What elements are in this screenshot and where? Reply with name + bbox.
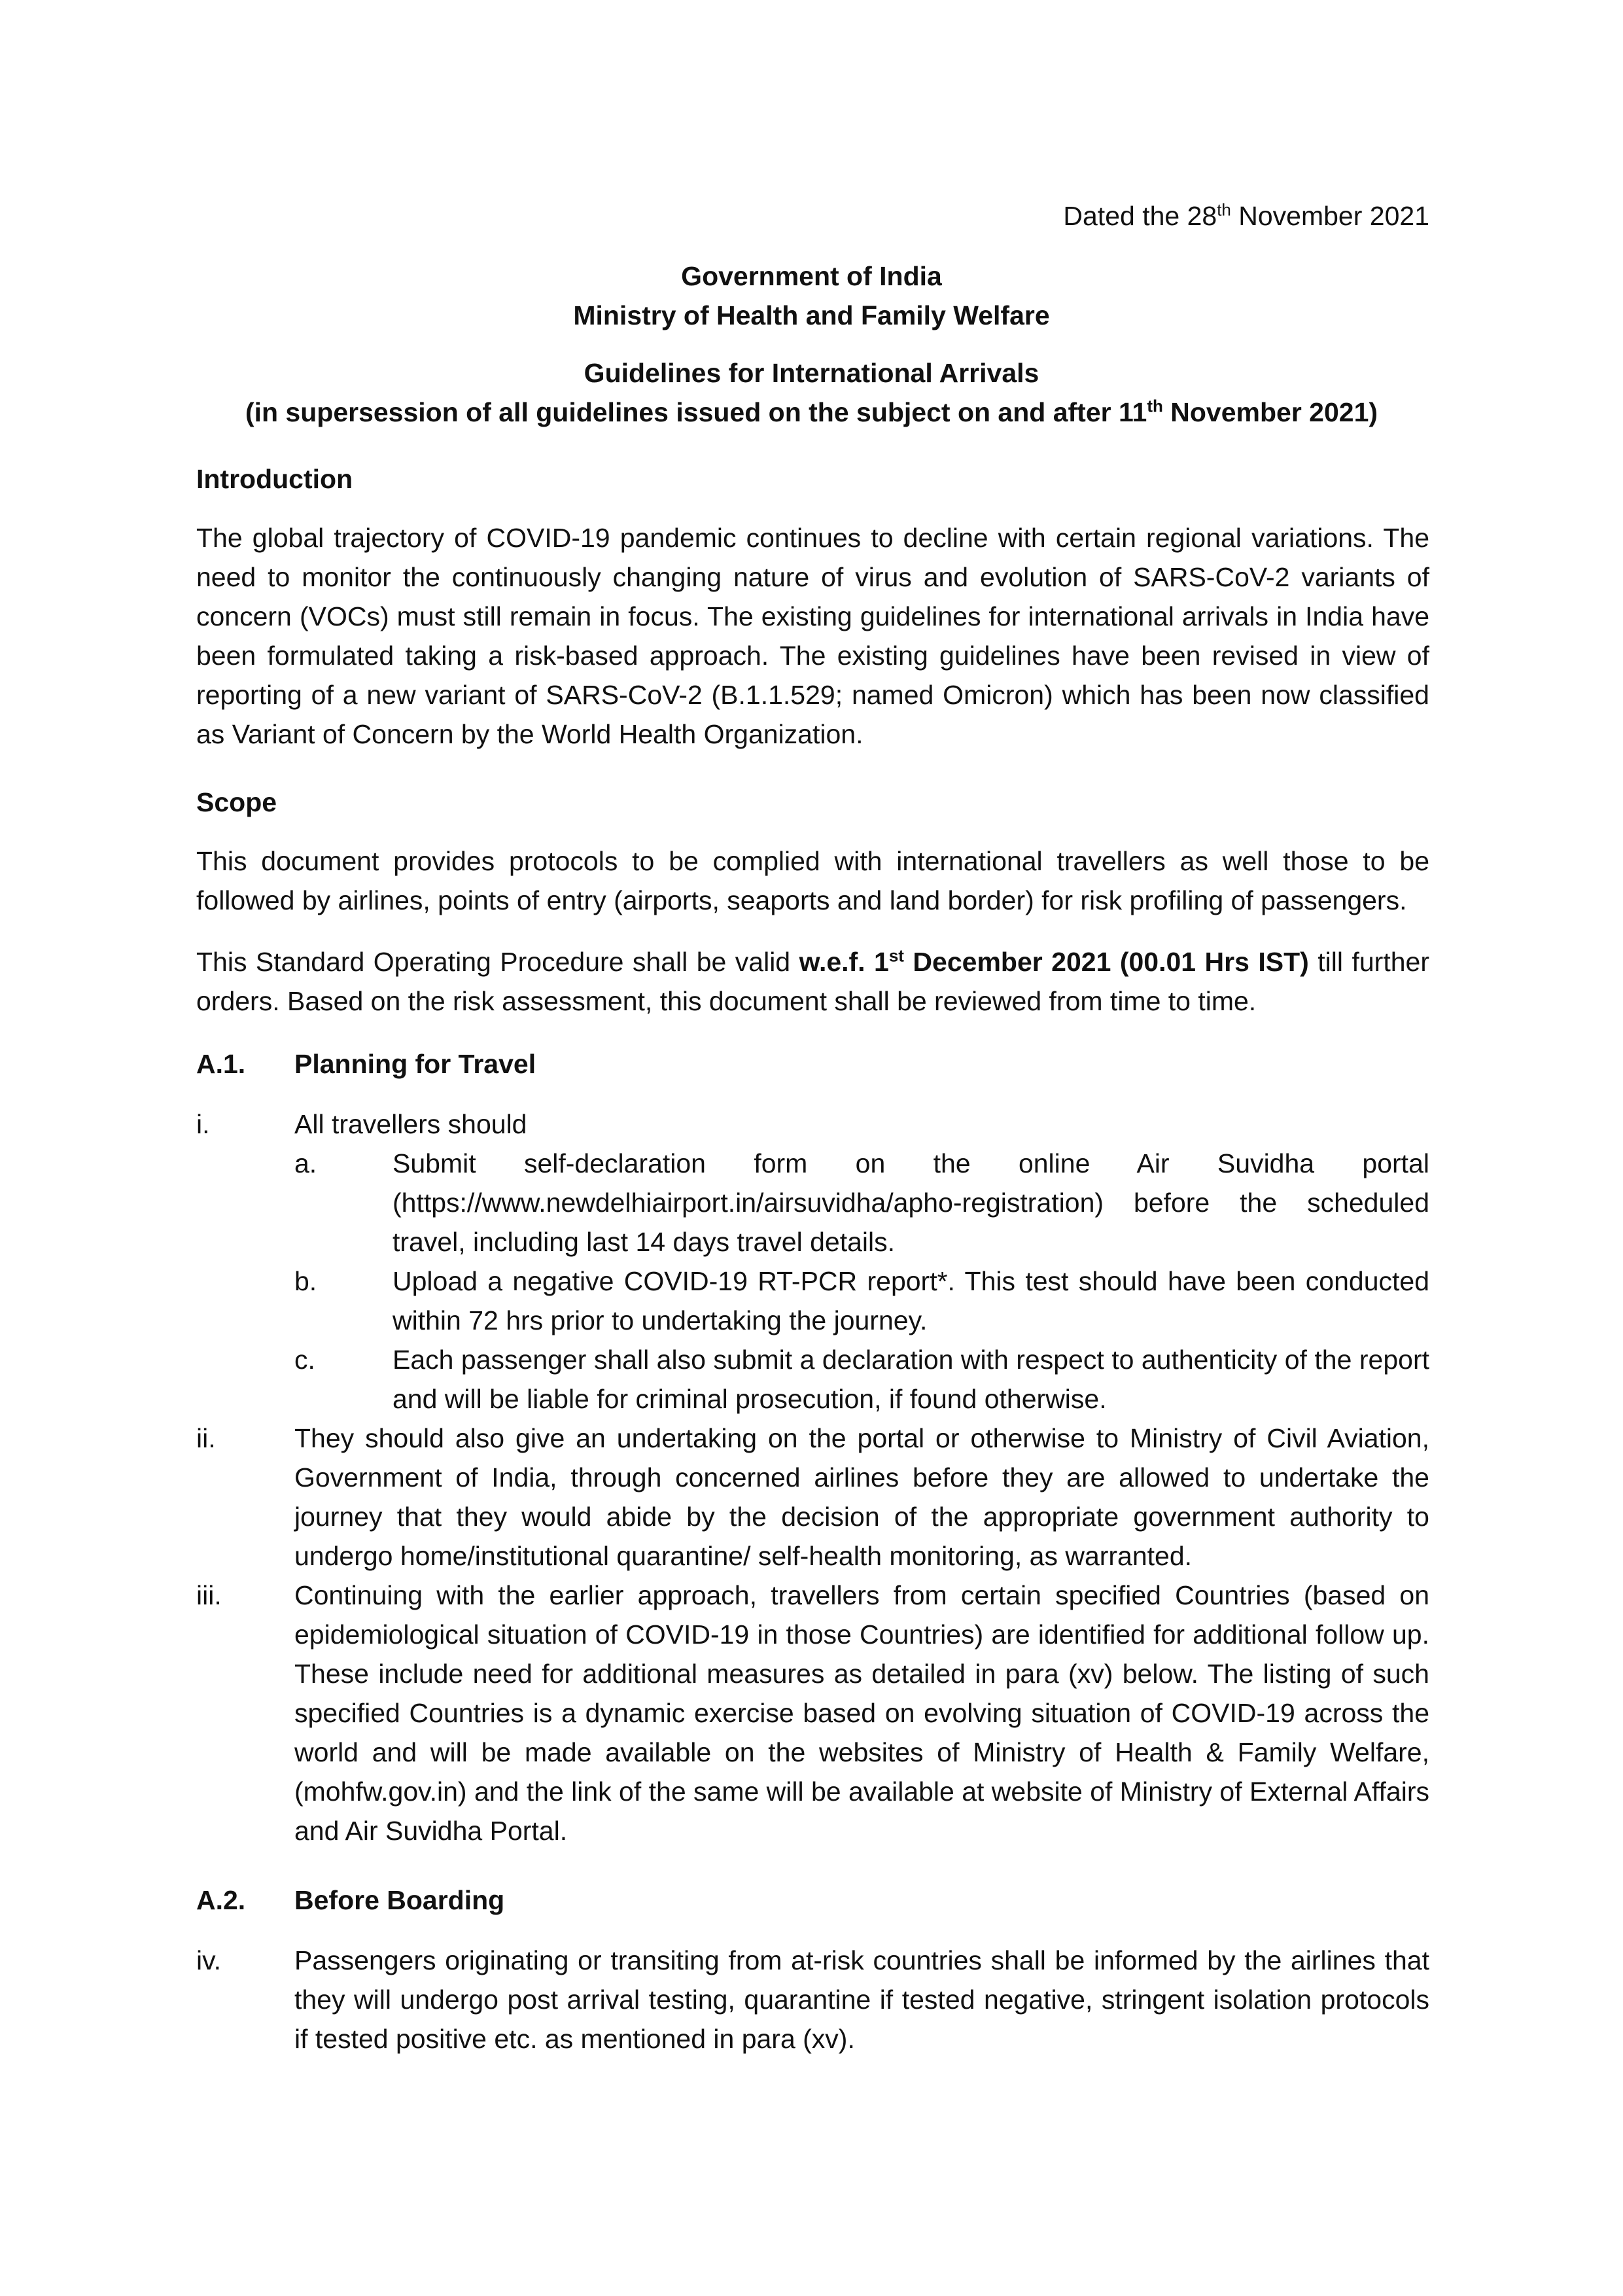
subtitle-prefix: (in supersession of all guidelines issued on the subject on and after 11 [245, 397, 1147, 427]
scope-paragraph-2 [196, 942, 1429, 1021]
scope-p2-sup: st [888, 945, 904, 966]
issuer-ministry: Ministry of Health and Family Welfare [573, 300, 1050, 330]
item-text: They should also give an undertaking on the portal or otherwise to Ministry of Civil Aviation, Government of India, through concerned airlines before they are allowed to undertake the journey that they would abide by the decision of the appropriate government authority to undergo home/institutional quarantine/ self-health monitoring, as warranted. [294, 1423, 1429, 1571]
scope-p2-bold: w.e.f. 1 [799, 947, 889, 977]
item-text: Passengers originating or transiting from at-risk countries shall be informed by the airlines that they will undergo post arrival testing, quarantine if tested negative, stringent isolation protocols if tested positive etc. as mentioned in para (xv). [294, 1945, 1429, 2054]
date-sup: th [1217, 200, 1231, 220]
subtitle-sup: th [1147, 396, 1163, 416]
list-item [196, 1104, 1429, 1144]
section-a2-title: Before Boarding [294, 1885, 505, 1915]
title-block [194, 353, 1429, 432]
item-number: i. [196, 1109, 210, 1139]
issuer-block [194, 256, 1429, 335]
sub-list-item [294, 1144, 1429, 1262]
sub-list-item [294, 1340, 1429, 1419]
sub-item-text: Submit self-declaration form on the online Air Suvidha portal (https://www.newdelhiairport.in/airsuvidha/apho-registration) before the scheduled travel, including last 14 days travel details. [393, 1148, 1429, 1257]
introduction-heading: Introduction [196, 464, 353, 494]
section-a1-number: A.1. [196, 1049, 246, 1079]
subtitle-suffix: November 2021) [1162, 397, 1378, 427]
sub-item-text: Upload a negative COVID-19 RT-PCR report*. This test should have been conducted within 72 hrs prior to undertaking the journey. [393, 1266, 1429, 1335]
list-item [196, 1576, 1429, 1850]
item-text: All travellers should [294, 1109, 527, 1139]
item-number: iii. [196, 1580, 222, 1610]
list-item [196, 1419, 1429, 1576]
item-number: iv. [196, 1945, 221, 1975]
scope-p2-prefix: This Standard Operating Procedure shall be valid [196, 947, 799, 977]
document-date [1063, 196, 1429, 236]
section-a2-number: A.2. [196, 1885, 246, 1915]
introduction-paragraph: The global trajectory of COVID-19 pandemic continues to decline with certain regional variations. The need to monitor the continuously changing nature of virus and evolution of SARS-CoV-2 variants of concern (VOCs) must still remain in focus. The existing guidelines for international arrivals in India have been formulated taking a risk-based approach. The existing guidelines have been revised in view of reporting of a new variant of SARS-CoV-2 (B.1.1.529; named Omicron) which has been now classified as Variant of Concern by the World Health Organization. [196, 523, 1429, 749]
sub-item-letter: a. [294, 1148, 317, 1178]
date-prefix: Dated the 28 [1063, 201, 1217, 231]
section-a1-heading [196, 1044, 536, 1084]
list-item [196, 1941, 1429, 2058]
item-text: Continuing with the earlier approach, travellers from certain specified Countries (based on epidemiological situation of COVID-19 in those Countries) are identified for additional follow up. These include need for additional measures as detailed in para (xv) below. The listing of such specified Countries is a dynamic exercise based on evolving situation of COVID-19 across the world and will be made available on the websites of Ministry of Health & Family Welfare, (mohfw.gov.in) and the link of the same will be available at website of Ministry of External Affairs and Air Suvidha Portal. [294, 1580, 1429, 1846]
sub-item-text: Each passenger shall also submit a declaration with respect to authenticity of the report and will be liable for criminal prosecution, if found otherwise. [393, 1345, 1429, 1414]
sub-item-letter: b. [294, 1266, 317, 1296]
issuer-government: Government of India [681, 261, 942, 291]
scope-paragraph-1: This document provides protocols to be complied with international travellers as well those to be followed by airlines, points of entry (airports, seaports and land border) for risk profiling of passengers. [196, 846, 1429, 915]
scope-p2-bold2: December 2021 (00.01 Hrs IST) [903, 947, 1309, 977]
item-number: ii. [196, 1423, 216, 1453]
sub-item-letter: c. [294, 1345, 315, 1375]
date-suffix: November 2021 [1230, 201, 1429, 231]
section-a1-title: Planning for Travel [294, 1049, 536, 1079]
scope-heading: Scope [196, 787, 277, 817]
scope-p2-suffix: till further orders. Based on the risk assessment, this document shall be reviewed from time to time. [196, 947, 1429, 1016]
document-title: Guidelines for International Arrivals [584, 358, 1039, 388]
sub-list-item [294, 1262, 1429, 1340]
document-subtitle [194, 393, 1429, 432]
section-a2-heading [196, 1881, 504, 1920]
